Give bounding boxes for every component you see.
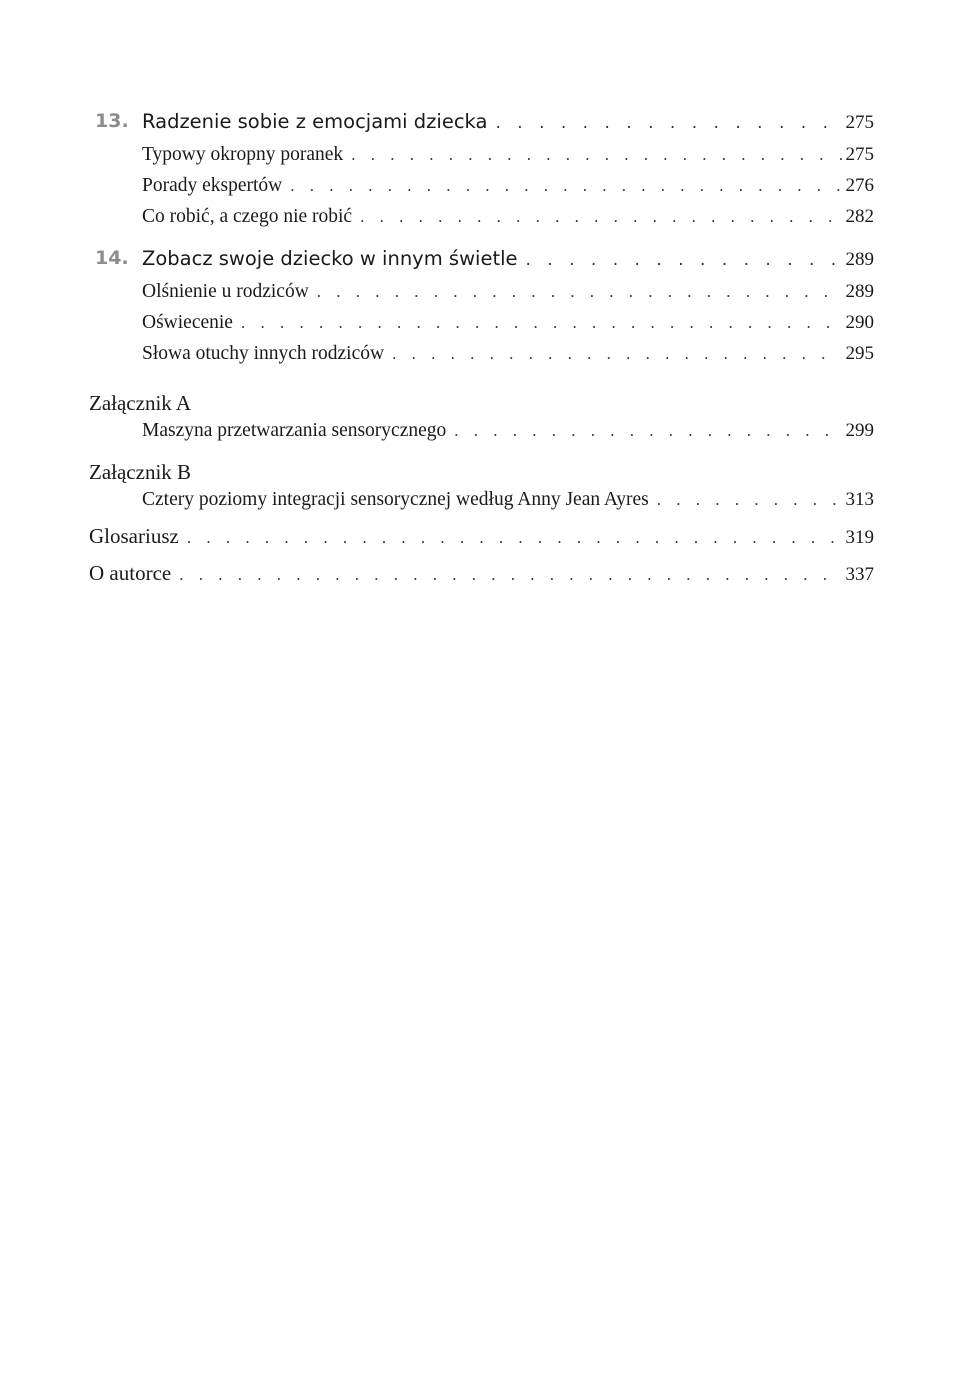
toc-glossary[interactable] — [89, 524, 874, 561]
dot-leader — [351, 145, 841, 165]
page-number: 290 — [842, 312, 875, 334]
dot-leader — [495, 113, 841, 133]
toc-section[interactable] — [89, 175, 874, 206]
chapter-title: Radzenie sobie z emocjami dziecka — [142, 110, 495, 133]
dot-leader — [392, 344, 841, 364]
page-number: 275 — [842, 112, 875, 134]
section-title: Oświecenie — [142, 312, 241, 334]
section-title: Maszyna przetwarzania sensorycznego — [142, 420, 454, 442]
toc-about-author[interactable] — [89, 561, 874, 598]
page-number: 319 — [842, 527, 875, 549]
dot-leader — [526, 250, 842, 270]
section-title: Typowy okropny poranek — [142, 144, 351, 166]
dot-leader — [241, 313, 842, 333]
chapter-number: 13. — [95, 110, 129, 132]
section-title: Co robić, a czego nie robić — [142, 206, 360, 228]
page-number: 313 — [842, 489, 875, 511]
section-title: Porady ekspertów — [142, 175, 290, 197]
toc-chapter-13[interactable] — [89, 110, 874, 144]
entry-title: Glosariusz — [89, 524, 187, 549]
toc-appendix-entry[interactable] — [89, 489, 874, 520]
chapter-number: 14. — [95, 247, 129, 269]
page-number: 299 — [842, 420, 875, 442]
toc-section[interactable] — [89, 281, 874, 312]
chapter-title: Zobacz swoje dziecko w innym świetle — [142, 247, 526, 270]
table-of-contents — [89, 110, 874, 598]
section-title: Olśnienie u rodziców — [142, 281, 317, 303]
section-title: Słowa otuchy innych rodziców — [142, 343, 392, 365]
toc-appendix-entry[interactable] — [89, 420, 874, 451]
entry-title: O autorce — [89, 561, 179, 586]
toc-section[interactable] — [89, 312, 874, 343]
dot-leader — [317, 282, 842, 302]
dot-leader — [454, 421, 841, 441]
page-number: 289 — [842, 281, 875, 303]
toc-appendix-a-heading: Załącznik A — [89, 391, 192, 415]
toc-section[interactable] — [89, 343, 874, 374]
page-number: 282 — [842, 206, 875, 228]
page-number: 275 — [842, 144, 875, 166]
dot-leader — [657, 490, 842, 510]
section-title: Cztery poziomy integracji sensorycznej według Anny Jean Ayres — [142, 489, 657, 511]
dot-leader — [179, 565, 841, 585]
dot-leader — [360, 207, 841, 227]
page-number: 337 — [842, 564, 875, 586]
toc-section[interactable] — [89, 144, 874, 175]
page-number: 289 — [842, 249, 875, 271]
page-number: 295 — [842, 343, 875, 365]
toc-chapter-14[interactable] — [89, 247, 874, 281]
toc-appendix-b-heading: Załącznik B — [89, 460, 192, 484]
toc-section[interactable] — [89, 206, 874, 237]
dot-leader — [187, 528, 842, 548]
page-number: 276 — [842, 175, 875, 197]
dot-leader — [290, 176, 841, 196]
